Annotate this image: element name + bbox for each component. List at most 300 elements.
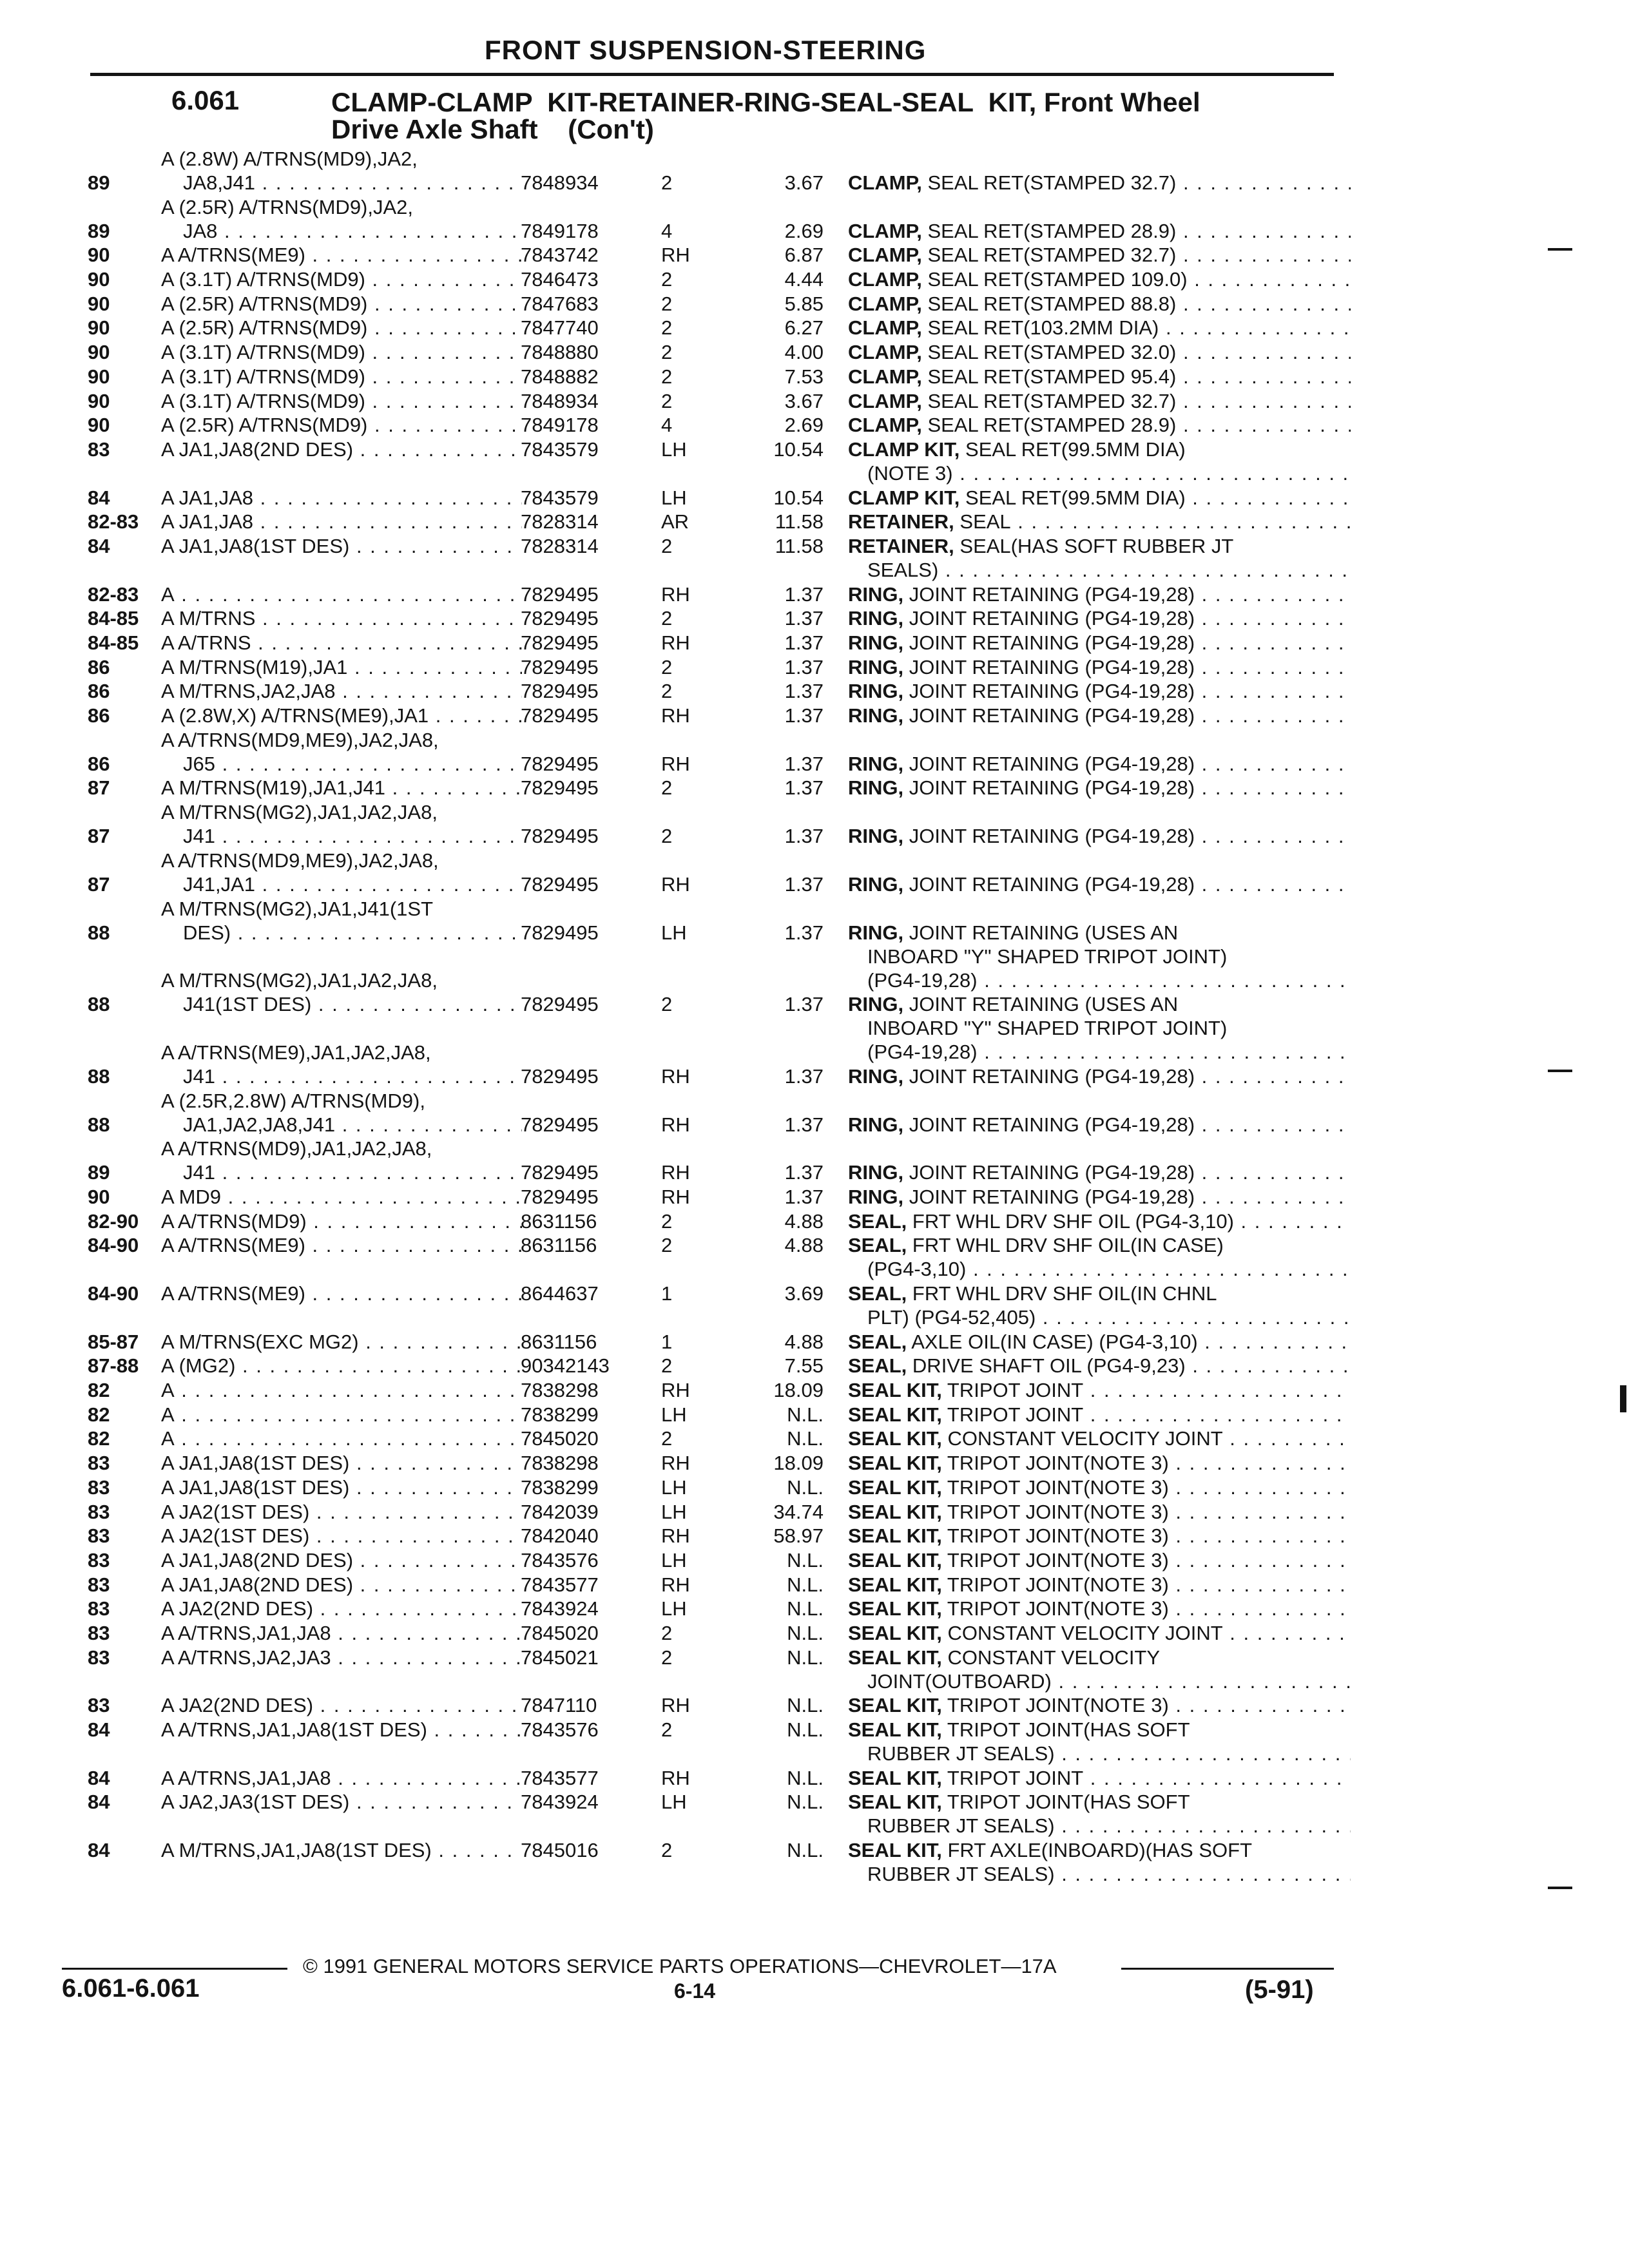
part-name-line [848,752,1351,776]
part-name-bold: RING, [848,825,904,848]
section-number: 6.061 [171,85,240,115]
part-name-line [848,1378,1351,1402]
part-number: 7829495 [521,1113,599,1136]
table-row [0,1041,1629,1089]
table-row [0,1766,1629,1791]
table-row [0,1403,1629,1427]
table-row [0,728,1629,776]
header-rule [90,73,1334,76]
part-name-detail: JOINT RETAINING (PG4-19,28) [909,655,1195,678]
quantity: RH [661,704,690,727]
application-description [161,1500,522,1524]
quantity: 2 [661,1427,673,1450]
part-name [848,267,1351,291]
part-name-line [848,1790,1351,1814]
part-name-bold: RING, [848,1113,904,1136]
part-name-detail: TRIPOT JOINT(NOTE 3) [947,1524,1169,1548]
description-line: A (MG2) . . . [161,1354,522,1378]
table-row [0,147,1629,195]
price: N.L. [787,1718,824,1741]
quantity: RH [661,1185,690,1208]
footer-page-number: 6-14 [674,1979,716,2003]
description-line: A . . . [161,1403,522,1427]
part-name-bold: RING, [848,1064,904,1088]
part-name-line [848,1113,1351,1137]
part-name [848,679,1351,703]
part-number: 7849178 [521,414,599,437]
table-row [0,655,1629,680]
part-number: 7838299 [521,1475,599,1499]
part-name [848,1621,1351,1645]
part-number: 7829495 [521,655,599,678]
quantity: 1 [661,1330,673,1353]
part-name-bold: SEAL KIT, [848,1646,942,1669]
part-name-bold: CLAMP, [848,171,922,194]
part-name-line [848,486,1351,510]
part-number: 7848880 [521,341,599,364]
description-line: A A/TRNS,JA1,JA8(1ST DES) . . . [161,1718,522,1742]
application-description [161,1403,522,1427]
part-name [848,1548,1351,1572]
part-name [848,413,1351,437]
price: 1.37 [784,752,824,775]
price: 6.87 [784,244,824,267]
part-name-detail: TRIPOT JOINT(HAS SOFT [947,1791,1190,1814]
part-name-bold: SEAL, [848,1234,907,1257]
application-description [161,897,522,945]
part-name [848,1160,1351,1184]
application-description [161,655,522,679]
part-number: 7845020 [521,1427,599,1450]
quantity: 2 [661,365,673,388]
part-name-detail: SEAL RET(99.5MM DIA) [965,437,1186,461]
part-number: 7843577 [521,1573,599,1596]
table-row [0,1427,1629,1451]
application-description [161,292,522,316]
table-row [0,340,1629,365]
part-number: 7828314 [521,534,599,557]
quantity: LH [661,1475,687,1499]
application-description [161,195,522,243]
part-name-detail: TRIPOT JOINT(NOTE 3) [947,1548,1169,1571]
quantity: 2 [661,776,673,800]
part-number: 7829495 [521,872,599,896]
part-name-bold: RING, [848,680,904,703]
part-name-line: SEALS) . . . [848,558,1351,582]
model-year: 84-85 [88,607,139,630]
description-line: A A/TRNS,JA1,JA8 . . . [161,1621,522,1645]
part-number: 8644637 [521,1282,599,1305]
price: 1.37 [784,1064,824,1088]
price: N.L. [787,1548,824,1571]
table-row [0,631,1629,655]
part-number: 7847740 [521,316,599,340]
part-name-line: RUBBER JT SEALS) . . . [848,1814,1351,1838]
application-description [161,267,522,291]
application-description [161,1427,522,1450]
part-name-detail: TRIPOT JOINT(NOTE 3) [947,1597,1169,1620]
part-name-detail: AXLE OIL(IN CASE) (PG4-3,10) [911,1330,1198,1353]
model-year: 90 [88,341,110,364]
part-name-bold: CLAMP KIT, [848,486,960,509]
price: 4.88 [784,1209,824,1233]
part-name-detail: JOINT RETAINING (PG4-19,28) [909,1161,1195,1184]
part-name-detail: SEAL [959,510,1011,533]
part-name [848,872,1351,896]
application-description [161,1838,522,1862]
quantity: 2 [661,268,673,291]
part-name-detail: TRIPOT JOINT(NOTE 3) [947,1475,1169,1499]
quantity: 2 [661,1621,673,1644]
description-line: A A/TRNS,JA1,JA8 . . . [161,1766,522,1790]
description-line: A (3.1T) A/TRNS(MD9) . . . [161,340,522,364]
part-name [848,1790,1351,1838]
model-year: 84 [88,534,110,557]
part-name-line [848,921,1351,945]
application-description [161,1209,522,1233]
application-description [161,1451,522,1475]
price: 1.37 [784,631,824,654]
price: 1.37 [784,680,824,703]
part-name-bold: RING, [848,1161,904,1184]
application-description [161,1089,522,1137]
quantity: 2 [661,1209,673,1233]
part-name-bold: RING, [848,582,904,606]
part-name-line [848,340,1351,364]
part-name-detail: FRT WHL DRV SHF OIL(IN CASE) [912,1234,1224,1257]
part-number: 7848934 [521,171,599,194]
table-row [0,1646,1629,1694]
part-number: 7843924 [521,1791,599,1814]
description-line: A JA1,JA8(2ND DES) . . . [161,437,522,461]
description-line: A M/TRNS(MG2),JA1,J41(1ST [161,897,434,920]
part-name-bold: RING, [848,752,904,775]
price: 34.74 [773,1500,824,1523]
quantity: 4 [661,414,673,437]
price: 1.37 [784,993,824,1016]
description-line: A M/TRNS(MG2),JA1,JA2,JA8, [161,969,438,992]
part-name [848,1403,1351,1427]
application-description [161,1330,522,1354]
part-name-bold: CLAMP, [848,365,922,388]
quantity: LH [661,1548,687,1571]
model-year: 83 [88,1621,110,1644]
table-row [0,679,1629,704]
table-row [0,1233,1629,1282]
part-name-line [848,292,1351,316]
model-year: 84-90 [88,1282,139,1305]
part-name-detail: JOINT RETAINING (PG4-19,28) [909,1064,1195,1088]
table-row [0,1089,1629,1137]
part-name-line [848,776,1351,800]
part-name-bold: RING, [848,1185,904,1208]
part-name-bold: SEAL, [848,1282,907,1305]
part-name-bold: SEAL KIT, [848,1475,942,1499]
part-name-detail: FRT WHL DRV SHF OIL (PG4-3,10) [912,1209,1234,1233]
part-name-line [848,1500,1351,1524]
part-name-line [848,1621,1351,1645]
application-description [161,1524,522,1548]
part-name-detail: SEAL RET(STAMPED 88.8) [927,292,1177,315]
part-name-line [848,824,1351,848]
description-line: JA1,JA2,JA8,J41 . . . [161,1113,522,1137]
part-name-line [848,171,1351,195]
part-name-line [848,1403,1351,1427]
part-name-detail: SEAL RET(STAMPED 28.9) [927,219,1177,242]
part-number: 7829495 [521,631,599,654]
part-name-detail: SEAL RET(STAMPED 32.7) [927,244,1177,267]
part-name-bold: CLAMP, [848,389,922,412]
model-year: 88 [88,1064,110,1088]
part-name-line [848,1451,1351,1475]
model-year: 89 [88,171,110,194]
margin-tick [1548,1887,1572,1889]
table-row [0,534,1629,582]
part-name-bold: RING, [848,704,904,727]
part-name-detail: JOINT RETAINING (PG4-19,28) [909,704,1195,727]
model-year: 82 [88,1403,110,1426]
model-year: 84 [88,1718,110,1741]
quantity: 1 [661,1282,673,1305]
description-line: A JA2(1ST DES) . . . [161,1524,522,1548]
part-name [848,1451,1351,1475]
price: 4.00 [784,341,824,364]
part-name-bold: RING, [848,655,904,678]
part-name-detail: TRIPOT JOINT(NOTE 3) [947,1500,1169,1523]
table-row [0,1790,1629,1838]
table-row [0,582,1629,607]
application-description [161,1790,522,1814]
part-name-line [848,1597,1351,1620]
part-name-line [848,1573,1351,1597]
table-row [0,1838,1629,1887]
part-name [848,1185,1351,1209]
model-year: 84 [88,1839,110,1862]
part-name [848,1064,1351,1088]
description-line: J41(1ST DES) . . . [161,992,522,1016]
part-name [848,365,1351,389]
part-name [848,1766,1351,1790]
margin-tick [1548,248,1572,251]
description-line: A A/TRNS(MD9),JA1,JA2,JA8, [161,1137,432,1160]
part-name-bold: SEAL KIT, [848,1766,942,1789]
part-name-bold: CLAMP, [848,341,922,364]
part-name-line [848,1524,1351,1548]
model-year: 90 [88,268,110,291]
description-line: A JA2(2ND DES) . . . [161,1693,522,1717]
quantity: 2 [661,171,673,194]
application-description [161,389,522,413]
model-year: 87 [88,872,110,896]
table-row [0,800,1629,849]
price: 10.54 [773,486,824,509]
part-number: 7847683 [521,292,599,315]
part-name-bold: RETAINER, [848,534,954,557]
description-line: A (3.1T) A/TRNS(MD9) . . . [161,365,522,389]
price: 18.09 [773,1452,824,1475]
description-line: A MD9 . . . [161,1185,522,1209]
description-line: A A/TRNS,JA2,JA3 . . . [161,1646,522,1669]
part-name-line: RUBBER JT SEALS) . . . [848,1862,1351,1886]
application-description [161,1693,522,1717]
price: 7.53 [784,365,824,388]
model-year: 84 [88,1791,110,1814]
table-row [0,1693,1629,1718]
description-line: A JA2,JA3(1ST DES) . . . [161,1790,522,1814]
part-number: 7829495 [521,582,599,606]
table-row [0,1137,1629,1185]
part-name [848,437,1351,485]
quantity: RH [661,244,690,267]
part-name [848,752,1351,776]
part-name-bold: SEAL KIT, [848,1621,942,1644]
part-name-line [848,534,1351,558]
part-name-line [848,1548,1351,1572]
footer-rule-left [62,1968,287,1970]
part-name-line: (PG4-19,28) . . . [848,968,1351,992]
quantity: 2 [661,1839,673,1862]
quantity: RH [661,1694,690,1717]
part-name [848,219,1351,243]
price: 6.27 [784,316,824,340]
price: N.L. [787,1646,824,1669]
part-name-line [848,582,1351,606]
application-description [161,1621,522,1645]
price: N.L. [787,1766,824,1789]
quantity: 2 [661,1354,673,1378]
model-year: 90 [88,414,110,437]
price: 11.58 [775,534,824,557]
quantity: RH [661,1573,690,1596]
description-line: A M/TRNS,JA2,JA8 . . . [161,679,522,703]
edge-mark [1620,1385,1626,1412]
description-line: A . . . [161,1378,522,1402]
price: 3.67 [784,171,824,194]
description-line: A A/TRNS(MD9) . . . [161,1209,522,1233]
model-year: 82-90 [88,1209,139,1233]
price: 1.37 [784,1161,824,1184]
part-number: 7829495 [521,680,599,703]
part-name-detail: SEAL RET(STAMPED 109.0) [927,268,1188,291]
part-name-detail: TRIPOT JOINT(NOTE 3) [947,1452,1169,1475]
quantity: AR [661,510,689,533]
quantity: 2 [661,655,673,678]
quantity: LH [661,486,687,509]
part-name [848,1524,1351,1548]
part-name [848,486,1351,510]
price: 3.69 [784,1282,824,1305]
description-line: A (2.5R) A/TRNS(MD9),JA2, [161,195,414,218]
part-name [848,1113,1351,1137]
quantity: 2 [661,341,673,364]
table-row [0,365,1629,389]
model-year: 83 [88,1694,110,1717]
part-name-detail: TRIPOT JOINT(NOTE 3) [947,1694,1169,1717]
description-line: A M/TRNS(MG2),JA1,JA2,JA8, [161,801,438,824]
model-year: 90 [88,389,110,412]
table-row [0,776,1629,800]
part-name-bold: SEAL KIT, [848,1694,942,1717]
part-number: 7829495 [521,1064,599,1088]
quantity: 2 [661,825,673,848]
part-name-bold: RING, [848,872,904,896]
quantity: RH [661,752,690,775]
part-name-line [848,992,1351,1016]
part-name-line [848,219,1351,243]
part-name-line [848,606,1351,630]
model-year: 83 [88,1646,110,1669]
model-year: 87-88 [88,1354,139,1378]
price: N.L. [787,1839,824,1862]
model-year: 89 [88,219,110,242]
model-year: 84-90 [88,1234,139,1257]
part-name-line [848,704,1351,727]
part-name-detail: DRIVE SHAFT OIL (PG4-9,23) [912,1354,1186,1378]
table-row [0,1500,1629,1524]
part-name-line [848,1838,1351,1862]
part-name-detail: TRIPOT JOINT(HAS SOFT [947,1718,1190,1741]
application-description [161,631,522,655]
application-description [161,849,522,896]
part-name-detail: JOINT RETAINING (PG4-19,28) [909,631,1195,654]
part-name-line [848,389,1351,413]
part-number: 7838299 [521,1403,599,1426]
part-name [848,1500,1351,1524]
price: N.L. [787,1475,824,1499]
application-description [161,728,522,776]
part-name-bold: SEAL KIT, [848,1573,942,1596]
part-name-bold: RING, [848,993,904,1016]
part-name [848,1282,1351,1329]
part-number: 7838298 [521,1452,599,1475]
quantity: RH [661,1452,690,1475]
table-row [0,1282,1629,1330]
part-name-detail: SEAL(HAS SOFT RUBBER JT [959,534,1234,557]
description-line: A M/TRNS(EXC MG2) . . . [161,1330,522,1354]
price: 1.37 [784,872,824,896]
table-row [0,1185,1629,1209]
part-name [848,1646,1351,1693]
part-name-line [848,1646,1351,1669]
part-name [848,534,1351,582]
part-name-line [848,365,1351,389]
part-name [848,510,1351,533]
part-name-detail: JOINT RETAINING (PG4-19,28) [909,1185,1195,1208]
price: N.L. [787,1597,824,1620]
model-year: 90 [88,365,110,388]
quantity: LH [661,1500,687,1523]
model-year: 88 [88,993,110,1016]
part-name-line [848,1330,1351,1354]
model-year: 83 [88,1475,110,1499]
footer-date: (5-91) [1245,1975,1314,2004]
model-year: 90 [88,292,110,315]
table-row [0,704,1629,728]
application-description [161,1718,522,1742]
application-description [161,147,522,195]
quantity: RH [661,1524,690,1548]
part-name-bold: CLAMP, [848,219,922,242]
price: 1.37 [784,655,824,678]
part-number: 7845020 [521,1621,599,1644]
description-line: JA8,J41 . . . [161,171,522,195]
description-line: A JA1,JA8(1ST DES) . . . [161,1451,522,1475]
price: 1.37 [784,776,824,800]
table-row [0,1548,1629,1573]
quantity: RH [661,631,690,654]
part-name-detail: SEAL RET(STAMPED 32.7) [927,171,1177,194]
part-number: 90342143 [521,1354,610,1378]
